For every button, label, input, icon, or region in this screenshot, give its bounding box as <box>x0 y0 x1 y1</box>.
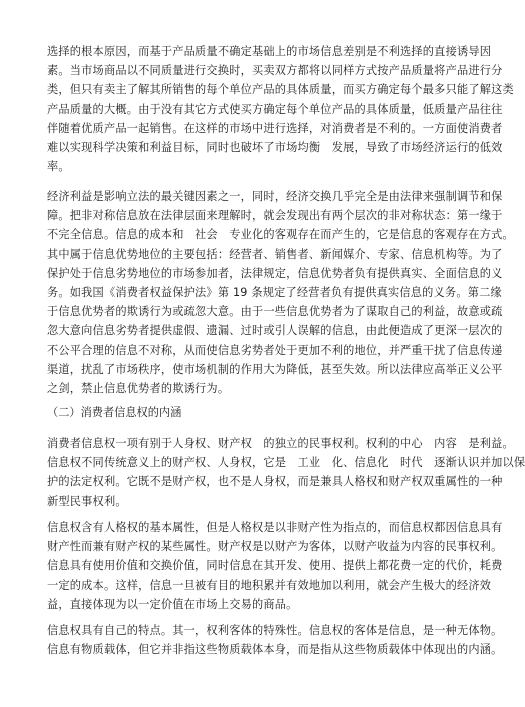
text-line: 信息权不同传统意义上的财产权、人身权，它是 工业 化、信息化 时代 逐渐认识并加以保 <box>47 456 525 470</box>
text-line: 于信息优势者的欺诱行为或疏忽大意。由于一些信息优势者为了谋取自己的利益，故意或疏 <box>47 305 503 319</box>
text-line: 经济利益是影响立法的最关键因素之一，同时，经济交换几乎完全是由法律来强制调节和保 <box>47 190 503 203</box>
text-line: 渠道，扰乱了市场秩序，使市场机制的作用大为降低，甚至失效。所以法律应高举正义公平 <box>47 362 503 376</box>
text-line: 难以实现科学决策和利益目标，同时也破坏了市场均衡 发展，导致了市场经济运行的低效 <box>47 141 503 155</box>
text-line: 忽大意向信息劣势者提供虚假、遗漏、过时或引人误解的信息，由此便造成了更深一层次的 <box>47 324 503 338</box>
text-line: 类，但只有卖主了解其所销售的每个单位产品的具体质量，而买方确定每个最多只能了解这类 <box>47 83 514 97</box>
paragraph-2 <box>47 187 514 398</box>
text-line: 信息具有使用价值和交换价值，同时信息在其开发、使用、提供上都花费一定的代价，耗费 <box>47 559 503 573</box>
text-line: 益，直接体现为以一定价值在市场上交易的商品。 <box>47 597 298 611</box>
text-line: 保护处于信息劣势地位的市场参加者，法律规定，信息优势者负有提供真实、全面信息的义 <box>47 266 503 280</box>
text-line: 之剑，禁止信息优势者的欺诱行为。 <box>47 382 230 396</box>
text-line: 障。把非对称信息放在法律层面来理解时，就会发现出有两个层次的非对称状态：第一缘于 <box>47 209 503 223</box>
text-line: 不公平合理的信息不对称，从而使信息劣势者处于更加不利的地位，并严重干扰了信息传递 <box>47 343 503 357</box>
text-line: 信息有物质载体，但它并非指这些物质载体本身，而是指从这些物质载体中体现出的内涵。 <box>47 643 503 657</box>
section-heading: （二）消费者信息权的内涵 <box>47 406 182 419</box>
paragraph-4 <box>47 518 503 614</box>
text-line: 务。如我国《消费者权益保护法》第 19 条规定了经营者负有提供真实信息的义务。第二缘 <box>47 286 502 300</box>
text-line: 新型民事权利。 <box>47 494 127 508</box>
text-line: 不完全信息。信息的成本和 社会 专业化的客观存在而产生的，它是信息的客观存在方式。 <box>47 228 514 242</box>
text-line: 信息权含有人格权的基本属性，但是人格权是以非财产性为指点的，而信息权都因信息具有 <box>47 521 503 534</box>
paragraph-1 <box>47 42 514 176</box>
text-line: 其中属于信息优势地位的主要包括：经营者、销售者、新闻媒介、专家、信息机构等。为了 <box>47 247 503 261</box>
text-line: 产品质量的大概。由于没有其它方式使买方确定每个单位产品的具体质量，低质量产品往往 <box>47 102 503 116</box>
text-line: 消费者信息权一项有别于人身权、财产权 的独立的民事权利。权利的中心 内容 是利益。 <box>47 437 514 450</box>
text-line: 护的法定权利。它既不是财产权，也不是人身权，而是兼具人格权和财产权双重属性的一种 <box>47 475 503 489</box>
paragraph-5 <box>47 621 503 659</box>
text-line: 伴随着优质产品一起销售。在这样的市场中进行选择，对消费者是不利的。一方面使消费者 <box>47 121 503 135</box>
text-line: 选择的根本原因，而基于产品质量不确定基础上的市场信息差别是不利选择的直接诱导因 <box>47 45 492 58</box>
text-line: 信息权具有自己的特点。其一，权利客体的特殊性。信息权的客体是信息，是一种无体物。 <box>47 624 503 637</box>
paragraph-3 <box>47 434 525 511</box>
text-line: 财产性而兼有财产权的某些属性。财产权是以财产为客体，以财产收益为内容的民事权利。 <box>47 540 503 554</box>
text-line: 率。 <box>47 160 70 174</box>
text-line: 一定的成本。这样，信息一旦被有目的地积累并有效地加以利用，就会产生极大的经济效 <box>47 578 492 592</box>
text-line: 素。当市场商品以不同质量进行交换时，买卖双方都将以同样方式按产品质量将产品进行分 <box>47 64 503 78</box>
